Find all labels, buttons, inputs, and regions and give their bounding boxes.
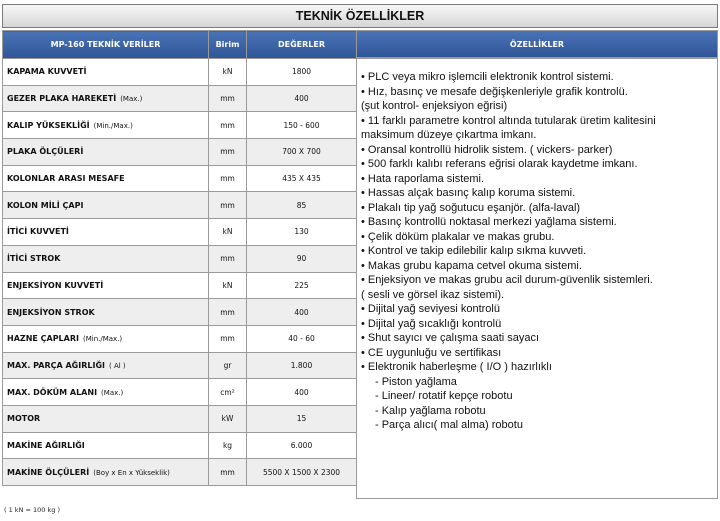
feature-subitem: - Parça alıcı( mal alma) robotu bbox=[375, 419, 523, 431]
parameter-note: (Min./Max.) bbox=[93, 121, 133, 130]
feature-item: • Elektronik haberleşme ( I/O ) hazırlıklı bbox=[361, 361, 552, 373]
table-row bbox=[3, 299, 357, 326]
unit-cell: mm bbox=[209, 245, 247, 272]
feature-item: • CE uygunluğu ve sertifikası bbox=[361, 346, 502, 359]
parameter-cell bbox=[3, 85, 209, 112]
feature-item: (şut kontrol- enjeksiyon eğrisi) bbox=[361, 100, 508, 112]
parameter-cell bbox=[3, 165, 209, 192]
unit-cell: kN bbox=[209, 59, 247, 86]
unit-cell: mm bbox=[209, 112, 247, 139]
unit-cell: mm bbox=[209, 299, 247, 326]
parameter-name: KALIP YÜKSEKLİĞİ bbox=[7, 120, 90, 130]
feature-item: • Hata raporlama sistemi. bbox=[361, 172, 485, 185]
parameter-cell bbox=[3, 405, 209, 432]
feature-item: • Basınç kontrollü noktasal merkezi yağlama sistemi. bbox=[361, 216, 617, 228]
parameter-name: MAKİNE AĞIRLIĞI bbox=[7, 440, 85, 450]
unit-cell: gr bbox=[209, 352, 247, 379]
value-cell: 435 X 435 bbox=[247, 165, 357, 192]
unit-cell: kW bbox=[209, 405, 247, 432]
feature-item: • 11 farklı parametre kontrol altında tutularak üretim kalitesini bbox=[361, 114, 656, 127]
parameter-name: PLAKA ÖLÇÜLERİ bbox=[7, 147, 84, 157]
table-row bbox=[3, 352, 357, 379]
unit-cell: kg bbox=[209, 432, 247, 459]
unit-cell: mm bbox=[209, 139, 247, 166]
table-row bbox=[3, 325, 357, 352]
unit-cell: kN bbox=[209, 219, 247, 246]
value-cell: 130 bbox=[247, 219, 357, 246]
parameter-name: MAX. PARÇA AĞIRLIĞI bbox=[7, 360, 105, 370]
table-row bbox=[3, 245, 357, 272]
unit-cell: mm bbox=[209, 459, 247, 486]
feature-item: • Hassas alçak basınç kalıp koruma sistemi. bbox=[361, 187, 576, 199]
feature-item: • Çelik döküm plakalar ve makas grubu. bbox=[361, 230, 555, 243]
parameter-name: MOTOR bbox=[7, 414, 41, 424]
features-panel bbox=[356, 58, 718, 499]
header-parameter: MP-160 TEKNİK VERİLER bbox=[3, 31, 209, 59]
table-row bbox=[3, 272, 357, 299]
parameter-name: KOLONLAR ARASI MESAFE bbox=[7, 174, 125, 184]
feature-item: • PLC veya mikro işlemcili elektronik kontrol sistemi. bbox=[361, 71, 614, 83]
parameter-cell bbox=[3, 432, 209, 459]
header-value: DEĞERLER bbox=[247, 31, 357, 59]
parameter-cell bbox=[3, 112, 209, 139]
value-cell: 90 bbox=[247, 245, 357, 272]
value-cell: 400 bbox=[247, 379, 357, 406]
value-cell: 1.800 bbox=[247, 352, 357, 379]
feature-subitem: - Piston yağlama bbox=[375, 375, 457, 388]
parameter-name: MAKİNE ÖLÇÜLERİ bbox=[7, 467, 90, 477]
table-row bbox=[3, 432, 357, 459]
parameter-cell bbox=[3, 192, 209, 219]
value-cell: 6.000 bbox=[247, 432, 357, 459]
parameter-note: (Max.) bbox=[101, 388, 124, 397]
table-row bbox=[3, 139, 357, 166]
unit-cell: mm bbox=[209, 85, 247, 112]
feature-item: • Oransal kontrollü hidrolik sistem. ( vickers- parker) bbox=[361, 143, 613, 156]
value-cell: 15 bbox=[247, 405, 357, 432]
unit-cell: mm bbox=[209, 325, 247, 352]
parameter-note: (Max.) bbox=[120, 95, 143, 104]
parameter-note: (Min./Max.) bbox=[82, 335, 123, 344]
parameter-name: ENJEKSİYON KUVVETİ bbox=[7, 280, 104, 290]
parameter-name: MAX. DÖKÜM ALANI bbox=[7, 387, 98, 397]
parameter-cell bbox=[3, 325, 209, 352]
parameter-cell bbox=[3, 459, 209, 486]
parameter-name: HAZNE ÇAPLARI bbox=[7, 334, 79, 344]
feature-item: ( sesli ve görsel ikaz sistemi). bbox=[361, 288, 505, 301]
table-row bbox=[3, 85, 357, 112]
table-row bbox=[3, 405, 357, 432]
feature-item: • Makas grubu kapama cetvel okuma sistemi. bbox=[361, 259, 582, 272]
features-header: ÖZELLİKLER bbox=[356, 30, 718, 58]
value-cell: 400 bbox=[247, 85, 357, 112]
feature-subitem: - Lineer/ rotatif kepçe robotu bbox=[375, 390, 513, 402]
parameter-name: İTİCİ KUVVETİ bbox=[7, 227, 69, 237]
parameter-note: ( Al ) bbox=[108, 361, 126, 370]
value-cell: 225 bbox=[247, 272, 357, 299]
feature-item: • Dijital yağ seviyesi kontrolü bbox=[361, 303, 500, 315]
table-row bbox=[3, 192, 357, 219]
feature-item: • Enjeksiyon ve makas grubu acil durum-güvenlik sistemleri. bbox=[361, 274, 653, 286]
table-row bbox=[3, 59, 357, 86]
spec-table bbox=[2, 30, 357, 486]
parameter-cell bbox=[3, 219, 209, 246]
unit-cell: mm bbox=[209, 192, 247, 219]
feature-item: • 500 farklı kalıbı referans eğrisi olarak kaydetme imkanı. bbox=[361, 158, 638, 170]
parameter-cell bbox=[3, 59, 209, 86]
value-cell: 85 bbox=[247, 192, 357, 219]
table-row bbox=[3, 379, 357, 406]
parameter-cell bbox=[3, 272, 209, 299]
parameter-cell bbox=[3, 352, 209, 379]
value-cell: 700 X 700 bbox=[247, 139, 357, 166]
table-row bbox=[3, 459, 357, 486]
value-cell: 150 - 600 bbox=[247, 112, 357, 139]
parameter-cell bbox=[3, 379, 209, 406]
table-row bbox=[3, 165, 357, 192]
parameter-name: ENJEKSİYON STROK bbox=[7, 307, 95, 317]
spec-table-header-row bbox=[3, 31, 357, 59]
feature-item: • Dijital yağ sıcaklığı kontrolü bbox=[361, 317, 502, 330]
parameter-name: İTİCİ STROK bbox=[7, 254, 61, 264]
unit-cell: kN bbox=[209, 272, 247, 299]
feature-item: maksimum düzeye çıkartma imkanı. bbox=[361, 129, 537, 141]
value-cell: 1800 bbox=[247, 59, 357, 86]
value-cell: 5500 X 1500 X 2300 bbox=[247, 459, 357, 486]
feature-item: • Plakalı tip yağ soğutucu eşanjör. (alfa-laval) bbox=[361, 201, 581, 214]
unit-cell: cm² bbox=[209, 379, 247, 406]
feature-item: • Hız, basınç ve mesafe değişkenleriyle grafik kontrolü. bbox=[361, 85, 628, 98]
footnote: ( 1 kN = 100 kg ) bbox=[4, 506, 60, 514]
header-unit: Birim bbox=[209, 31, 247, 59]
table-row bbox=[3, 219, 357, 246]
parameter-cell bbox=[3, 139, 209, 166]
parameter-name: KAPAMA KUVVETİ bbox=[7, 67, 87, 77]
value-cell: 400 bbox=[247, 299, 357, 326]
parameter-name: GEZER PLAKA HAREKETİ bbox=[7, 94, 117, 104]
parameter-cell bbox=[3, 245, 209, 272]
feature-list bbox=[361, 70, 717, 433]
table-row bbox=[3, 112, 357, 139]
feature-item: • Kontrol ve takip edilebilir kalıp sıkma kuvveti. bbox=[361, 245, 587, 257]
parameter-note: (Boy x En x Yükseklik) bbox=[93, 468, 170, 477]
feature-item: • Shut sayıcı ve çalışma saati sayacı bbox=[361, 332, 540, 344]
parameter-name: KOLON MİLİ ÇAPI bbox=[7, 200, 84, 210]
unit-cell: mm bbox=[209, 165, 247, 192]
page-title: TEKNİK ÖZELLİKLER bbox=[2, 4, 718, 28]
value-cell: 40 - 60 bbox=[247, 325, 357, 352]
feature-subitem: - Kalıp yağlama robotu bbox=[375, 404, 486, 417]
parameter-cell bbox=[3, 299, 209, 326]
